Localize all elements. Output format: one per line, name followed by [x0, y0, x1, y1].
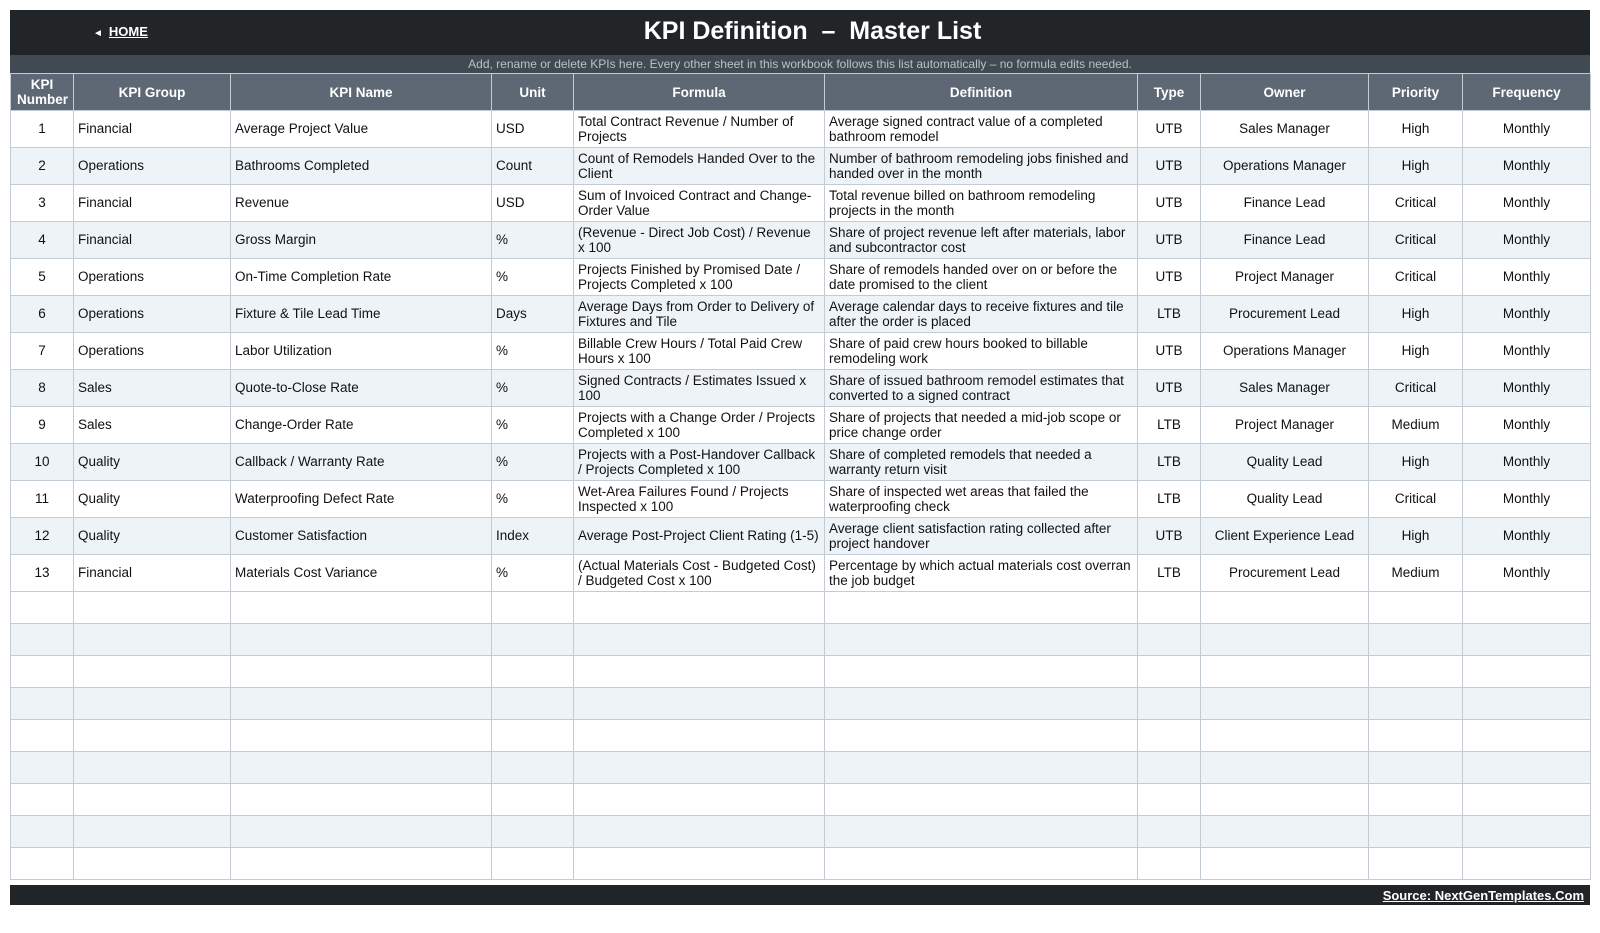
empty-table-row	[11, 784, 1591, 816]
cell-unit[interactable]: %	[492, 407, 574, 444]
empty-cell[interactable]	[1463, 720, 1591, 752]
cell-formula[interactable]: (Actual Materials Cost - Budgeted Cost) / Budgeted Cost x 100	[574, 555, 825, 592]
empty-cell[interactable]	[1201, 848, 1369, 880]
cell-frequency[interactable]: Monthly	[1463, 185, 1591, 222]
empty-cell[interactable]	[74, 688, 231, 720]
empty-cell[interactable]	[74, 848, 231, 880]
cell-definition[interactable]: Share of inspected wet areas that failed the waterproofing check	[825, 481, 1138, 518]
cell-priority[interactable]: High	[1369, 296, 1463, 333]
cell-frequency[interactable]: Monthly	[1463, 518, 1591, 555]
empty-cell[interactable]	[1463, 752, 1591, 784]
cell-priority[interactable]: High	[1369, 518, 1463, 555]
table-row	[11, 481, 1591, 518]
cell-owner[interactable]: Finance Lead	[1201, 185, 1369, 222]
empty-cell[interactable]	[825, 592, 1138, 624]
empty-cell[interactable]	[74, 752, 231, 784]
empty-cell[interactable]	[74, 592, 231, 624]
cell-priority[interactable]: Critical	[1369, 185, 1463, 222]
cell-priority[interactable]: Medium	[1369, 555, 1463, 592]
source-link[interactable]: Source: NextGenTemplates.Com	[1382, 888, 1584, 903]
cell-formula[interactable]: Billable Crew Hours / Total Paid Crew Hours x 100	[574, 333, 825, 370]
cell-formula[interactable]: Sum of Invoiced Contract and Change-Order Value	[574, 185, 825, 222]
empty-table-row	[11, 592, 1591, 624]
cell-kpi-group[interactable]: Sales	[74, 370, 231, 407]
cell-formula[interactable]: Projects Finished by Promised Date / Projects Completed x 100	[574, 259, 825, 296]
empty-table-row	[11, 688, 1591, 720]
column-header-kpi-number[interactable]: KPI Number	[11, 74, 74, 111]
empty-cell[interactable]	[1369, 624, 1463, 656]
cell-unit[interactable]: %	[492, 222, 574, 259]
empty-cell[interactable]	[11, 688, 74, 720]
empty-cell[interactable]	[231, 592, 492, 624]
column-header-unit[interactable]: Unit	[492, 74, 574, 111]
kpi-master-table	[10, 73, 1591, 880]
cell-frequency[interactable]: Monthly	[1463, 370, 1591, 407]
empty-cell[interactable]	[231, 848, 492, 880]
empty-cell[interactable]	[492, 752, 574, 784]
table-row	[11, 259, 1591, 296]
empty-cell[interactable]	[1201, 816, 1369, 848]
empty-cell[interactable]	[1369, 784, 1463, 816]
cell-priority[interactable]: Critical	[1369, 481, 1463, 518]
empty-cell[interactable]	[11, 784, 74, 816]
empty-cell[interactable]	[1369, 816, 1463, 848]
cell-kpi-name[interactable]: Labor Utilization	[231, 333, 492, 370]
cell-frequency[interactable]: Monthly	[1463, 555, 1591, 592]
cell-owner[interactable]: Project Manager	[1201, 259, 1369, 296]
cell-kpi-name[interactable]: Customer Satisfaction	[231, 518, 492, 555]
empty-cell[interactable]	[492, 848, 574, 880]
column-header-owner[interactable]: Owner	[1201, 74, 1369, 111]
cell-owner[interactable]: Client Experience Lead	[1201, 518, 1369, 555]
cell-owner[interactable]: Project Manager	[1201, 407, 1369, 444]
cell-unit[interactable]: %	[492, 555, 574, 592]
cell-kpi-name[interactable]: Change-Order Rate	[231, 407, 492, 444]
empty-table-row	[11, 656, 1591, 688]
footer-bar	[10, 885, 1590, 905]
cell-owner[interactable]: Operations Manager	[1201, 333, 1369, 370]
column-header-formula[interactable]: Formula	[574, 74, 825, 111]
cell-kpi-group[interactable]: Financial	[74, 111, 231, 148]
empty-cell[interactable]	[492, 688, 574, 720]
empty-cell[interactable]	[492, 720, 574, 752]
empty-cell[interactable]	[1463, 816, 1591, 848]
empty-cell[interactable]	[825, 784, 1138, 816]
cell-owner[interactable]: Operations Manager	[1201, 148, 1369, 185]
cell-definition[interactable]: Share of completed remodels that needed a warranty return visit	[825, 444, 1138, 481]
empty-cell[interactable]	[825, 752, 1138, 784]
empty-cell[interactable]	[1201, 624, 1369, 656]
page-title: KPI Definition – Master List	[643, 17, 982, 45]
empty-cell[interactable]	[574, 848, 825, 880]
cell-kpi-name[interactable]: Fixture & Tile Lead Time	[231, 296, 492, 333]
cell-priority[interactable]: High	[1369, 148, 1463, 185]
cell-frequency[interactable]: Monthly	[1463, 259, 1591, 296]
column-header-row	[11, 74, 1591, 111]
cell-frequency[interactable]: Monthly	[1463, 444, 1591, 481]
column-header-kpi-name[interactable]: KPI Name	[231, 74, 492, 111]
empty-cell[interactable]	[1138, 656, 1201, 688]
cell-unit[interactable]: Count	[492, 148, 574, 185]
empty-cell[interactable]	[574, 816, 825, 848]
column-header-type[interactable]: Type	[1138, 74, 1201, 111]
kpi-table-body	[11, 111, 1591, 880]
cell-type[interactable]: LTB	[1138, 444, 1201, 481]
table-row	[11, 148, 1591, 185]
empty-cell[interactable]	[574, 688, 825, 720]
cell-kpi-number[interactable]: 5	[11, 259, 74, 296]
cell-kpi-number[interactable]: 10	[11, 444, 74, 481]
empty-cell[interactable]	[74, 784, 231, 816]
empty-cell[interactable]	[1463, 688, 1591, 720]
empty-cell[interactable]	[825, 720, 1138, 752]
cell-priority[interactable]: High	[1369, 111, 1463, 148]
cell-kpi-name[interactable]: Revenue	[231, 185, 492, 222]
empty-cell[interactable]	[231, 656, 492, 688]
empty-cell[interactable]	[1138, 720, 1201, 752]
cell-type[interactable]: UTB	[1138, 185, 1201, 222]
empty-cell[interactable]	[1463, 656, 1591, 688]
empty-table-row	[11, 752, 1591, 784]
empty-cell[interactable]	[74, 624, 231, 656]
cell-type[interactable]: UTB	[1138, 222, 1201, 259]
empty-cell[interactable]	[574, 624, 825, 656]
cell-priority[interactable]: Critical	[1369, 259, 1463, 296]
empty-cell[interactable]	[1463, 848, 1591, 880]
empty-cell[interactable]	[1369, 592, 1463, 624]
empty-cell[interactable]	[1201, 656, 1369, 688]
empty-cell[interactable]	[1201, 784, 1369, 816]
empty-cell[interactable]	[74, 720, 231, 752]
cell-kpi-name[interactable]: Quote-to-Close Rate	[231, 370, 492, 407]
cell-kpi-number[interactable]: 6	[11, 296, 74, 333]
empty-cell[interactable]	[1138, 848, 1201, 880]
cell-kpi-group[interactable]: Operations	[74, 296, 231, 333]
cell-frequency[interactable]: Monthly	[1463, 296, 1591, 333]
cell-formula[interactable]: Count of Remodels Handed Over to the Client	[574, 148, 825, 185]
table-row	[11, 296, 1591, 333]
cell-type[interactable]: UTB	[1138, 259, 1201, 296]
empty-cell[interactable]	[1138, 816, 1201, 848]
empty-table-row	[11, 816, 1591, 848]
empty-cell[interactable]	[825, 816, 1138, 848]
cell-kpi-number[interactable]: 12	[11, 518, 74, 555]
cell-kpi-name[interactable]: Materials Cost Variance	[231, 555, 492, 592]
cell-unit[interactable]: %	[492, 333, 574, 370]
cell-definition[interactable]: Average client satisfaction rating collected after project handover	[825, 518, 1138, 555]
cell-kpi-group[interactable]: Operations	[74, 148, 231, 185]
empty-cell[interactable]	[231, 816, 492, 848]
cell-type[interactable]: LTB	[1138, 481, 1201, 518]
cell-unit[interactable]: %	[492, 481, 574, 518]
home-label: HOME	[108, 24, 148, 39]
cell-formula[interactable]: Average Post-Project Client Rating (1-5)	[574, 518, 825, 555]
cell-unit[interactable]: %	[492, 370, 574, 407]
cell-definition[interactable]: Share of issued bathroom remodel estimates that converted to a signed contract	[825, 370, 1138, 407]
empty-table-row	[11, 624, 1591, 656]
empty-cell[interactable]	[11, 816, 74, 848]
cell-formula[interactable]: Signed Contracts / Estimates Issued x 100	[574, 370, 825, 407]
cell-priority[interactable]: Critical	[1369, 370, 1463, 407]
cell-definition[interactable]: Share of project revenue left after materials, labor and subcontractor cost	[825, 222, 1138, 259]
table-row	[11, 185, 1591, 222]
empty-cell[interactable]	[1369, 688, 1463, 720]
empty-cell[interactable]	[825, 688, 1138, 720]
cell-unit[interactable]: USD	[492, 111, 574, 148]
cell-kpi-group[interactable]: Financial	[74, 185, 231, 222]
cell-type[interactable]: UTB	[1138, 333, 1201, 370]
cell-definition[interactable]: Total revenue billed on bathroom remodeling projects in the month	[825, 185, 1138, 222]
cell-kpi-group[interactable]: Quality	[74, 518, 231, 555]
cell-formula[interactable]: (Revenue - Direct Job Cost) / Revenue x 100	[574, 222, 825, 259]
column-header-frequency[interactable]: Frequency	[1463, 74, 1591, 111]
empty-cell[interactable]	[1463, 784, 1591, 816]
column-header-kpi-group[interactable]: KPI Group	[74, 74, 231, 111]
empty-cell[interactable]	[492, 592, 574, 624]
table-row	[11, 333, 1591, 370]
empty-cell[interactable]	[492, 784, 574, 816]
cell-kpi-number[interactable]: 7	[11, 333, 74, 370]
cell-owner[interactable]: Sales Manager	[1201, 370, 1369, 407]
table-row	[11, 407, 1591, 444]
table-row	[11, 444, 1591, 481]
empty-cell[interactable]	[1138, 752, 1201, 784]
empty-table-row	[11, 720, 1591, 752]
empty-cell[interactable]	[1463, 592, 1591, 624]
cell-frequency[interactable]: Monthly	[1463, 407, 1591, 444]
cell-unit[interactable]: %	[492, 444, 574, 481]
cell-kpi-number[interactable]: 3	[11, 185, 74, 222]
empty-cell[interactable]	[1201, 720, 1369, 752]
cell-kpi-name[interactable]: Average Project Value	[231, 111, 492, 148]
back-arrow-icon: ◄	[93, 28, 103, 39]
cell-owner[interactable]: Procurement Lead	[1201, 296, 1369, 333]
cell-kpi-number[interactable]: 2	[11, 148, 74, 185]
cell-unit[interactable]: %	[492, 259, 574, 296]
cell-formula[interactable]: Average Days from Order to Delivery of Fixtures and Tile	[574, 296, 825, 333]
cell-kpi-number[interactable]: 11	[11, 481, 74, 518]
cell-unit[interactable]: Index	[492, 518, 574, 555]
empty-cell[interactable]	[11, 848, 74, 880]
empty-cell[interactable]	[1138, 592, 1201, 624]
empty-cell[interactable]	[11, 752, 74, 784]
cell-kpi-group[interactable]: Financial	[74, 222, 231, 259]
empty-cell[interactable]	[1463, 624, 1591, 656]
cell-priority[interactable]: Critical	[1369, 222, 1463, 259]
empty-table-row	[11, 848, 1591, 880]
cell-kpi-name[interactable]: Waterproofing Defect Rate	[231, 481, 492, 518]
cell-type[interactable]: UTB	[1138, 111, 1201, 148]
cell-kpi-name[interactable]: On-Time Completion Rate	[231, 259, 492, 296]
table-row	[11, 518, 1591, 555]
empty-cell[interactable]	[1369, 720, 1463, 752]
cell-frequency[interactable]: Monthly	[1463, 111, 1591, 148]
cell-definition[interactable]: Share of remodels handed over on or before the date promised to the client	[825, 259, 1138, 296]
empty-cell[interactable]	[492, 624, 574, 656]
cell-formula[interactable]: Total Contract Revenue / Number of Projects	[574, 111, 825, 148]
cell-kpi-number[interactable]: 4	[11, 222, 74, 259]
header-bar	[10, 10, 1590, 55]
empty-cell[interactable]	[1201, 688, 1369, 720]
table-row	[11, 222, 1591, 259]
cell-kpi-number[interactable]: 1	[11, 111, 74, 148]
cell-owner[interactable]: Quality Lead	[1201, 444, 1369, 481]
cell-definition[interactable]: Number of bathroom remodeling jobs finished and handed over in the month	[825, 148, 1138, 185]
empty-cell[interactable]	[574, 656, 825, 688]
cell-definition[interactable]: Share of projects that needed a mid-job scope or price change order	[825, 407, 1138, 444]
empty-cell[interactable]	[11, 592, 74, 624]
instruction-subtitle: Add, rename or delete KPIs here. Every other sheet in this workbook follows this list automatically – no formula edits needed.	[10, 55, 1590, 73]
empty-cell[interactable]	[574, 752, 825, 784]
empty-cell[interactable]	[11, 720, 74, 752]
table-row	[11, 111, 1591, 148]
cell-frequency[interactable]: Monthly	[1463, 333, 1591, 370]
cell-owner[interactable]: Quality Lead	[1201, 481, 1369, 518]
cell-owner[interactable]: Sales Manager	[1201, 111, 1369, 148]
cell-kpi-number[interactable]: 8	[11, 370, 74, 407]
empty-cell[interactable]	[1369, 656, 1463, 688]
cell-type[interactable]: LTB	[1138, 407, 1201, 444]
cell-priority[interactable]: Medium	[1369, 407, 1463, 444]
empty-cell[interactable]	[231, 720, 492, 752]
cell-type[interactable]: UTB	[1138, 518, 1201, 555]
empty-cell[interactable]	[11, 624, 74, 656]
cell-kpi-group[interactable]: Sales	[74, 407, 231, 444]
cell-priority[interactable]: High	[1369, 333, 1463, 370]
cell-frequency[interactable]: Monthly	[1463, 481, 1591, 518]
table-row	[11, 370, 1591, 407]
empty-cell[interactable]	[492, 656, 574, 688]
empty-cell[interactable]	[1201, 752, 1369, 784]
empty-cell[interactable]	[231, 624, 492, 656]
cell-frequency[interactable]: Monthly	[1463, 148, 1591, 185]
cell-formula[interactable]: Projects with a Post-Handover Callback / Projects Completed x 100	[574, 444, 825, 481]
cell-type[interactable]: UTB	[1138, 370, 1201, 407]
table-row	[11, 555, 1591, 592]
cell-definition[interactable]: Average signed contract value of a completed bathroom remodel	[825, 111, 1138, 148]
empty-cell[interactable]	[825, 656, 1138, 688]
empty-cell[interactable]	[574, 784, 825, 816]
empty-cell[interactable]	[492, 816, 574, 848]
empty-cell[interactable]	[825, 848, 1138, 880]
cell-type[interactable]: LTB	[1138, 555, 1201, 592]
cell-kpi-number[interactable]: 9	[11, 407, 74, 444]
empty-cell[interactable]	[1138, 784, 1201, 816]
empty-cell[interactable]	[1138, 624, 1201, 656]
cell-owner[interactable]: Procurement Lead	[1201, 555, 1369, 592]
empty-cell[interactable]	[1369, 752, 1463, 784]
empty-cell[interactable]	[1369, 848, 1463, 880]
cell-kpi-group[interactable]: Quality	[74, 444, 231, 481]
empty-cell[interactable]	[74, 816, 231, 848]
empty-cell[interactable]	[1201, 592, 1369, 624]
cell-definition[interactable]: Share of paid crew hours booked to billable remodeling work	[825, 333, 1138, 370]
cell-unit[interactable]: USD	[492, 185, 574, 222]
cell-kpi-name[interactable]: Callback / Warranty Rate	[231, 444, 492, 481]
column-header-priority[interactable]: Priority	[1369, 74, 1463, 111]
empty-cell[interactable]	[1138, 688, 1201, 720]
cell-kpi-number[interactable]: 13	[11, 555, 74, 592]
cell-kpi-group[interactable]: Operations	[74, 259, 231, 296]
empty-cell[interactable]	[231, 688, 492, 720]
cell-definition[interactable]: Average calendar days to receive fixtures and tile after the order is placed	[825, 296, 1138, 333]
empty-cell[interactable]	[231, 784, 492, 816]
empty-cell[interactable]	[574, 720, 825, 752]
cell-kpi-group[interactable]: Operations	[74, 333, 231, 370]
empty-cell[interactable]	[231, 752, 492, 784]
cell-type[interactable]: UTB	[1138, 148, 1201, 185]
cell-unit[interactable]: Days	[492, 296, 574, 333]
cell-priority[interactable]: High	[1369, 444, 1463, 481]
empty-cell[interactable]	[74, 656, 231, 688]
empty-cell[interactable]	[574, 592, 825, 624]
cell-definition[interactable]: Percentage by which actual materials cost overran the job budget	[825, 555, 1138, 592]
empty-cell[interactable]	[825, 624, 1138, 656]
cell-kpi-name[interactable]: Gross Margin	[231, 222, 492, 259]
cell-type[interactable]: LTB	[1138, 296, 1201, 333]
cell-formula[interactable]: Projects with a Change Order / Projects Completed x 100	[574, 407, 825, 444]
cell-kpi-group[interactable]: Financial	[74, 555, 231, 592]
column-header-definition[interactable]: Definition	[825, 74, 1138, 111]
cell-kpi-group[interactable]: Quality	[74, 481, 231, 518]
cell-owner[interactable]: Finance Lead	[1201, 222, 1369, 259]
cell-kpi-name[interactable]: Bathrooms Completed	[231, 148, 492, 185]
cell-formula[interactable]: Wet-Area Failures Found / Projects Inspected x 100	[574, 481, 825, 518]
empty-cell[interactable]	[11, 656, 74, 688]
cell-frequency[interactable]: Monthly	[1463, 222, 1591, 259]
